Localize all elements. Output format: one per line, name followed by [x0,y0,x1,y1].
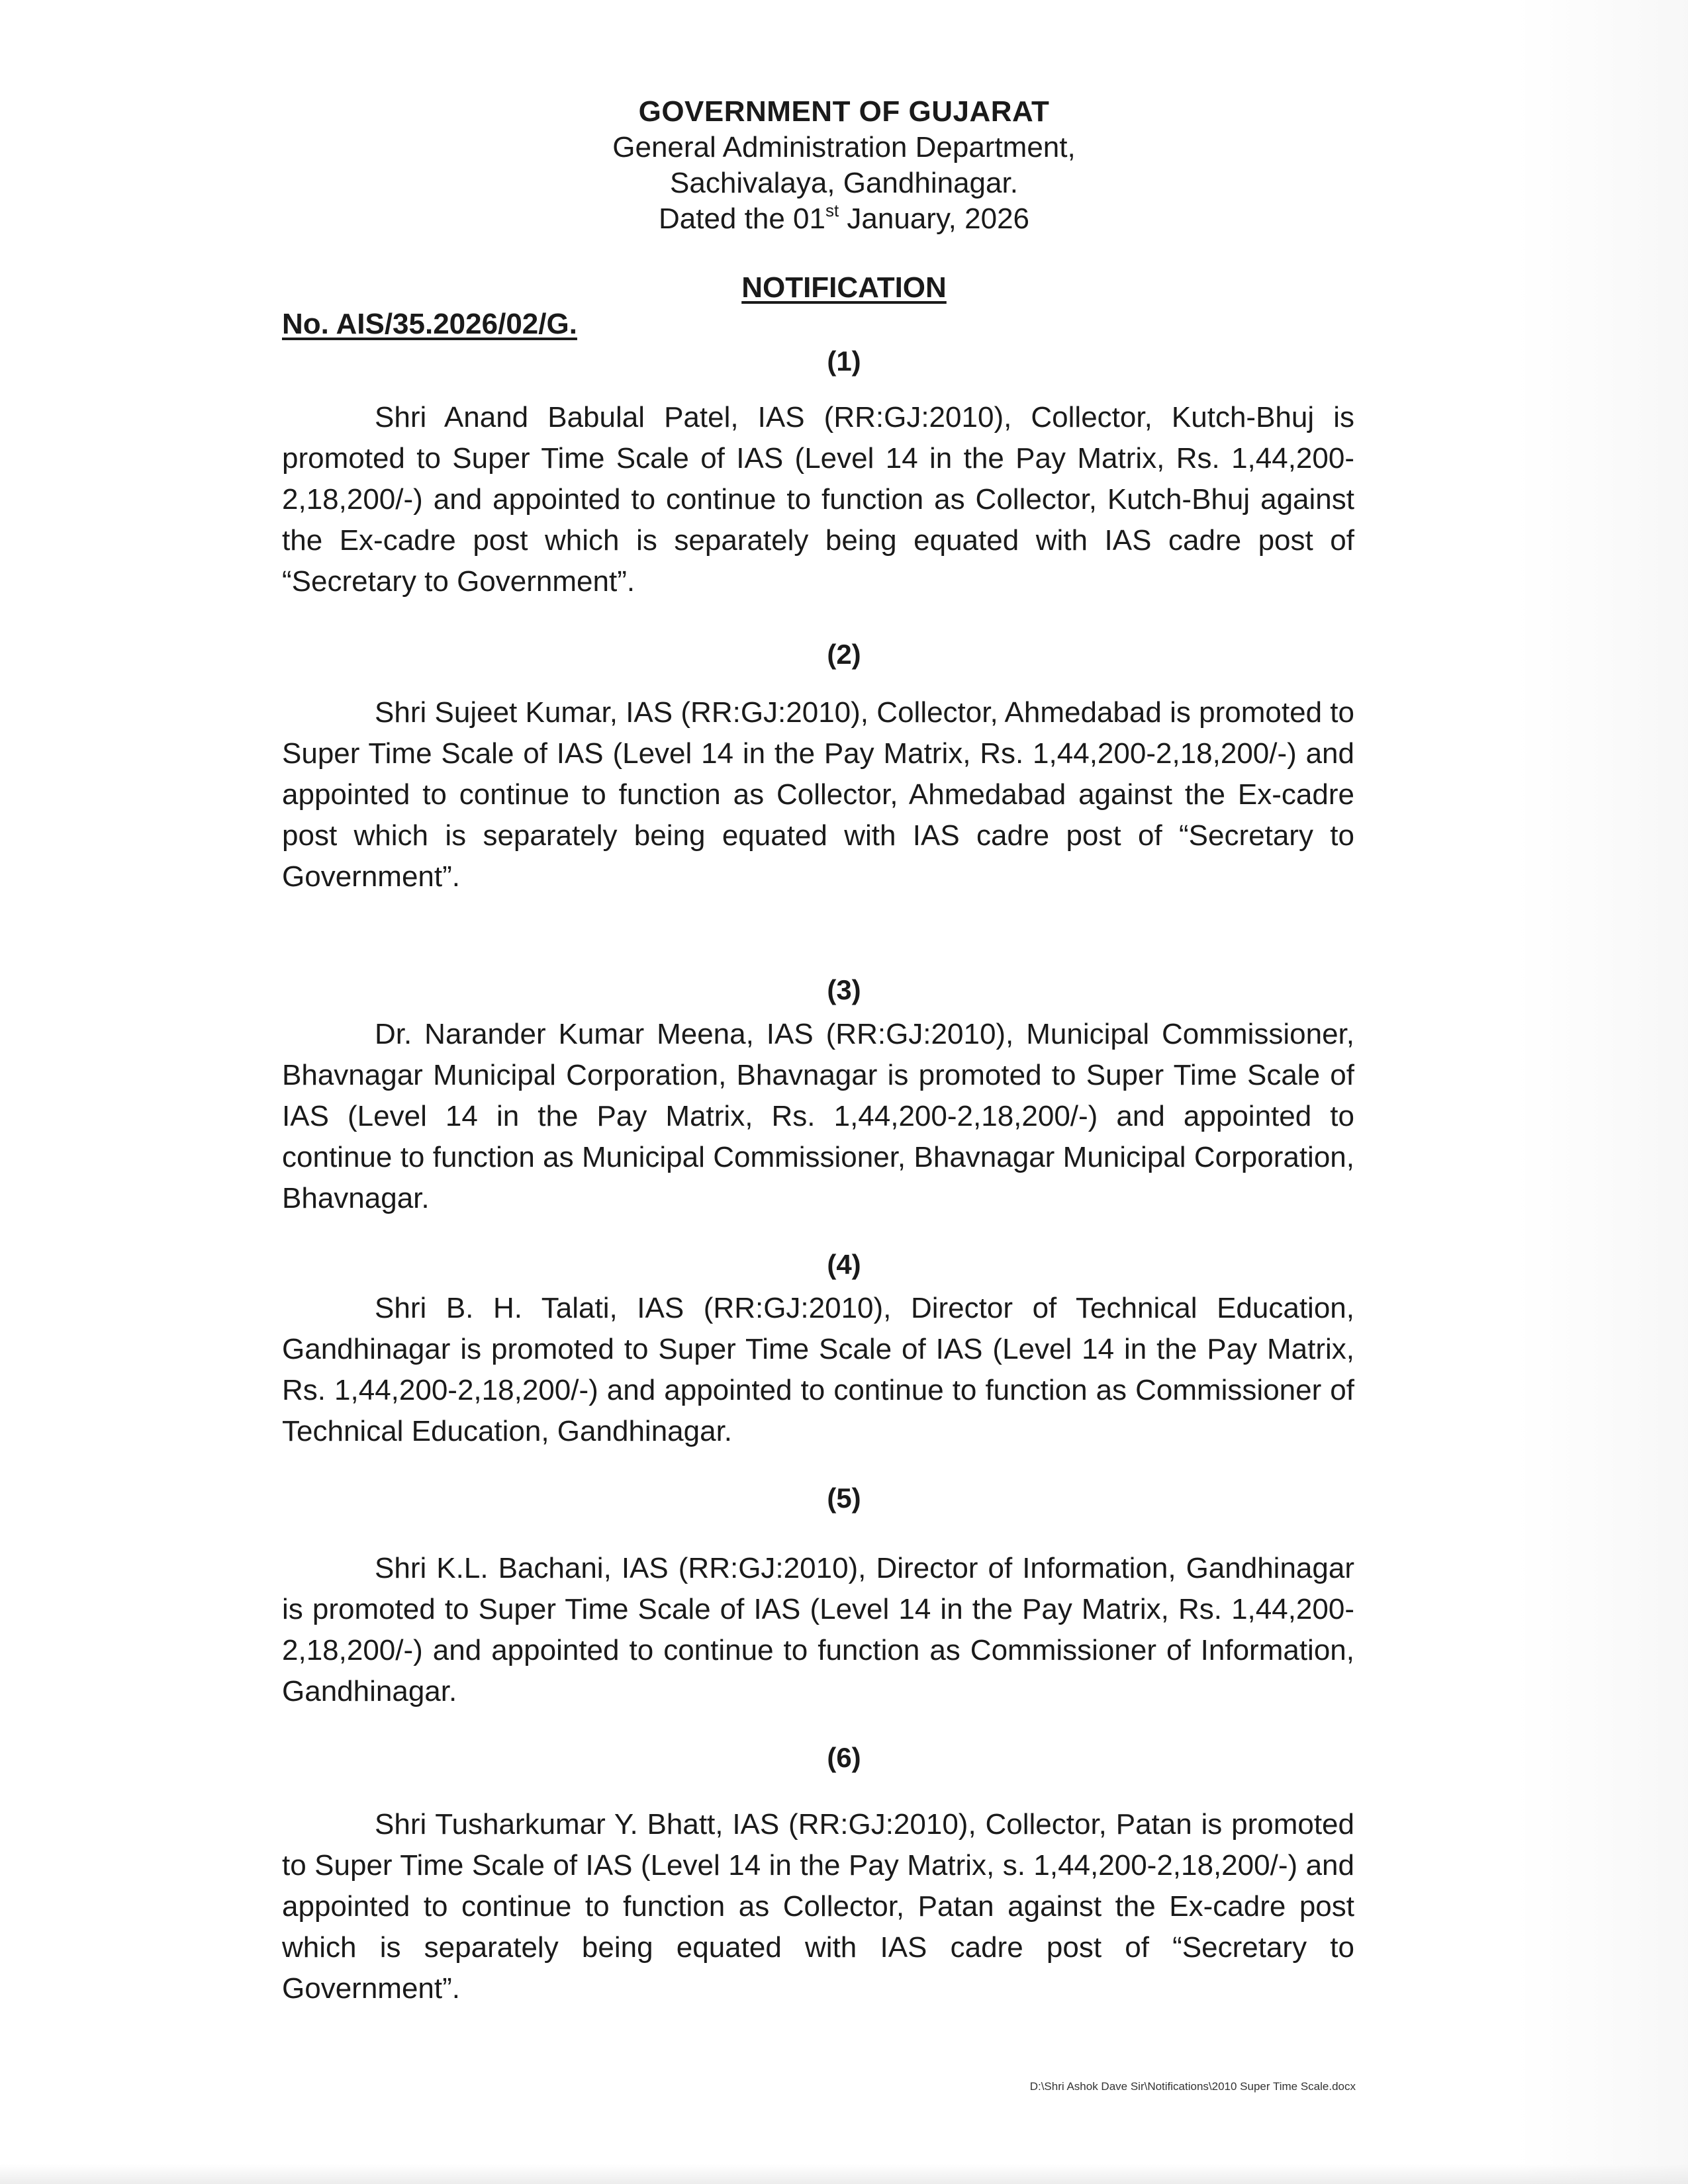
paragraph-number-1: (1) [827,345,861,377]
office-location: Sachivalaya, Gandhinagar. [670,167,1018,199]
notification-date [0,201,1688,237]
paragraph-number-4: (4) [827,1249,861,1280]
date-suffix: January, 2026 [839,203,1030,235]
department-name: General Administration Department, [612,131,1076,163]
paragraph-number-6: (6) [827,1742,861,1773]
paragraph-6: Shri Tusharkumar Y. Bhatt, IAS (RR:GJ:2010), Collector, Patan is promoted to Super Time Scale of IAS (Level 14 in the Pay Matrix, s. 1,44,200-2,18,200/-) and appointed to continue to function as Collector, Patan against the Ex-cadre post which is separately being equated with IAS cadre post of “Secretary to Government”. [282,1808,1354,2005]
notification-number: No. AIS/35.2026/02/G. [282,308,577,340]
paragraph-number-3: (3) [827,974,861,1005]
paragraph-1: Shri Anand Babulal Patel, IAS (RR:GJ:2010), Collector, Kutch-Bhuj is promoted to Super Time Scale of IAS (Level 14 in the Pay Matrix, Rs. 1,44,200-2,18,200/-) and appointed to continue to function as Collector, Kutch-Bhuj against the Ex-cadre post which is separately being equated with IAS cadre post of “Secretary to Government”. [282,401,1354,598]
paragraph-2: Shri Sujeet Kumar, IAS (RR:GJ:2010), Collector, Ahmedabad is promoted to Super Time Scale of IAS (Level 14 in the Pay Matrix, Rs. 1,44,200-2,18,200/-) and appointed to continue to function as Collector, Ahmedabad against the Ex-cadre post which is separately being equated with IAS cadre post of “Secretary to Government”. [282,696,1354,893]
notification-heading: NOTIFICATION [741,271,947,304]
scan-shadow-bottom [0,2164,1688,2184]
paragraph-5: Shri K.L. Bachani, IAS (RR:GJ:2010), Director of Information, Gandhinagar is promoted to Super Time Scale of IAS (Level 14 in the Pay Matrix, Rs. 1,44,200-2,18,200/-) and appointed to continue to function as Commissioner of Information, Gandhinagar. [282,1552,1354,1707]
date-prefix: Dated the 01 [658,203,825,235]
government-title: GOVERNMENT OF GUJARAT [638,95,1050,128]
paragraph-number-5: (5) [827,1482,861,1514]
paragraph-number-2: (2) [827,639,861,670]
date-ordinal-suffix: st [825,201,839,220]
paragraph-4: Shri B. H. Talati, IAS (RR:GJ:2010), Director of Technical Education, Gandhinagar is promoted to Super Time Scale of IAS (Level 14 in the Pay Matrix, Rs. 1,44,200-2,18,200/-) and appointed to continue to function as Commissioner of Technical Education, Gandhinagar. [282,1292,1354,1447]
scan-shadow-edge [1516,0,1688,2184]
footer-file-path: D:\Shri Ashok Dave Sir\Notifications\2010 Super Time Scale.docx [1029,2080,1356,2093]
paragraph-3: Dr. Narander Kumar Meena, IAS (RR:GJ:2010), Municipal Commissioner, Bhavnagar Municipal Corporation, Bhavnagar is promoted to Super Time Scale of IAS (Level 14 in the Pay Matrix, Rs. 1,44,200-2,18,200/-) and appointed to continue to function as Municipal Commissioner, Bhavnagar Municipal Corporation, Bhavnagar. [282,1018,1354,1214]
